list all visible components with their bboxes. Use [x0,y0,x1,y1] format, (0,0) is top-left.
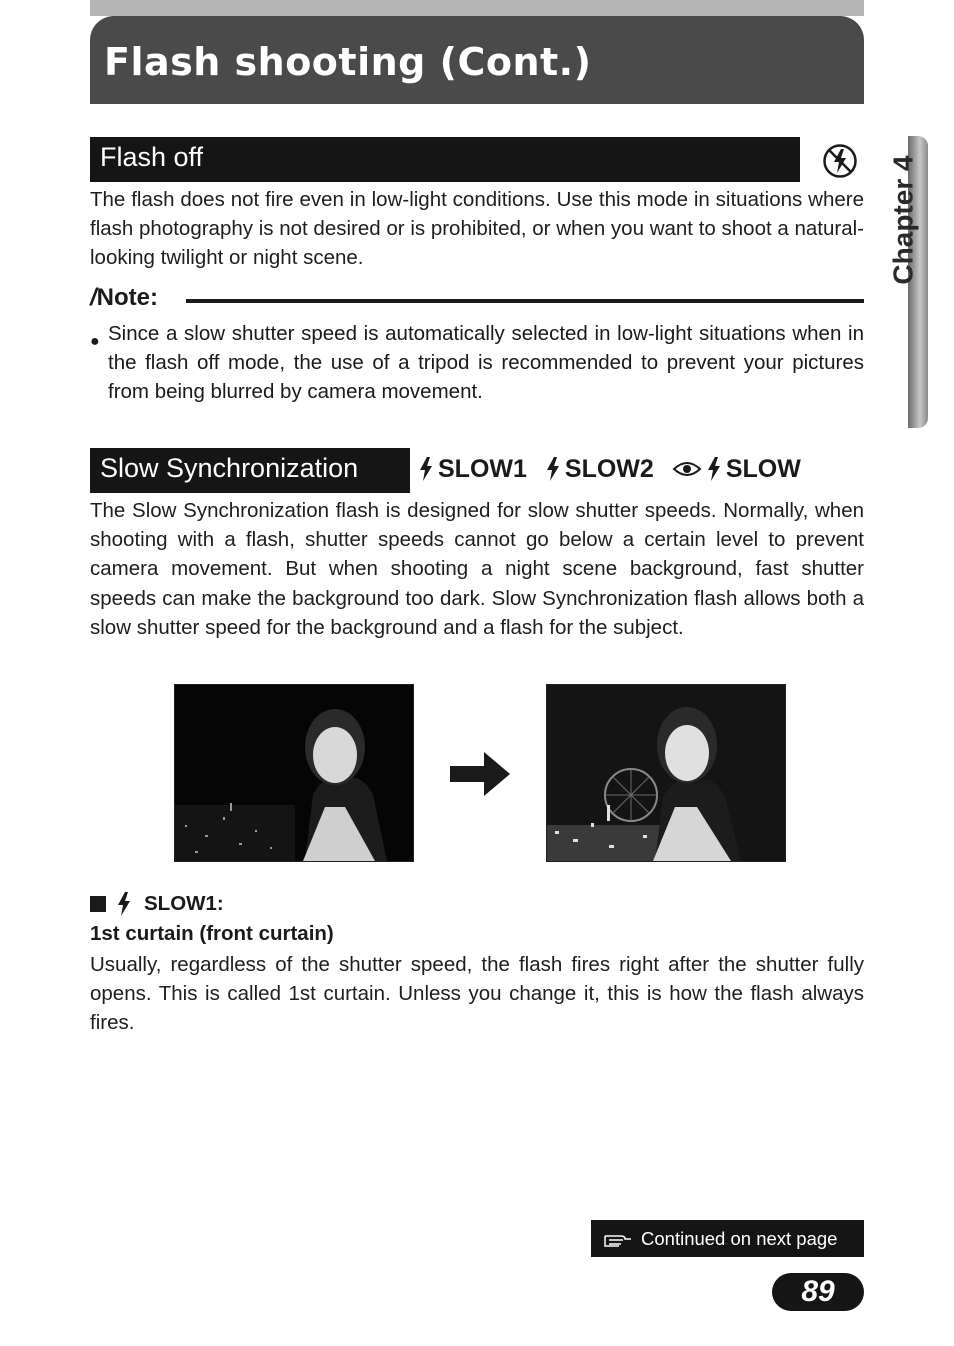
mode-slow-redeye [672,455,801,484]
slow1-heading [90,891,224,917]
slow1-heading-text: SLOW1: [144,892,224,915]
continued-note [591,1220,864,1257]
flash-icon [116,891,132,917]
flash-icon [706,456,722,482]
continued-text: Continued on next page [641,1227,838,1249]
mode-slow2 [545,455,654,484]
note-item: Since a slow shutter speed is automatically selected in low-light situations when in the flash off mode, the use of a tripod is recommended to prevent your pictures from being blurred by camera movement. [108,322,864,404]
mode-slow1 [418,455,527,484]
red-eye-icon [672,459,702,479]
note-label-text: Note: [96,284,158,311]
mode-slow2-label: SLOW2 [564,454,654,483]
slow-modes [418,452,819,486]
slow-sync-heading: Slow Synchronization [90,448,410,493]
slow-sync-body: The Slow Synchronization flash is designed for slow shutter speeds. Normally, when shooting with a flash, shutter speeds cannot go below a certain level to prevent camera movement. But when shooting a night scene background, fast shutter speeds can make the background too dark. Slow Synchronization flash allows both a slow shutter speed for the background and a flash for the subject. [90,499,864,639]
title-bar [90,16,864,104]
mode-slow1-label: SLOW1 [438,454,527,483]
page-number: 89 [772,1273,864,1311]
chapter-label-text: Chapter 4 [888,155,919,285]
photo-with-slow-sync [546,684,786,862]
note-rule [186,299,864,303]
curtain-heading: 1st curtain (front curtain) [90,922,334,945]
square-bullet-icon [90,896,106,912]
photo-without-slow-sync [174,684,414,862]
page-title: Flash shooting (Cont.) [104,40,592,84]
pointing-hand-icon [603,1230,633,1248]
note-label [90,284,158,312]
mode-slow-label: SLOW [725,454,801,483]
arrow-right-icon [450,750,512,798]
flash-icon [418,456,434,482]
flash-off-icon [822,143,858,179]
flash-off-heading: Flash off [90,137,800,182]
bullet-icon: ● [90,333,100,350]
chapter-label [878,140,930,300]
top-strip [90,0,864,16]
slow1-body: Usually, regardless of the shutter speed, the flash fires right after the shutter fully opens. This is called 1st curtain. Unless you change it, this is how the flash always fires. [90,953,864,1035]
pencil-icon: / [90,284,97,311]
flash-off-body: The flash does not fire even in low-light conditions. Use this mode in situations where flash photography is not desired or is prohibited, or when you want to shoot a natural-looking twilight or night scene. [90,188,864,270]
flash-icon [545,456,561,482]
